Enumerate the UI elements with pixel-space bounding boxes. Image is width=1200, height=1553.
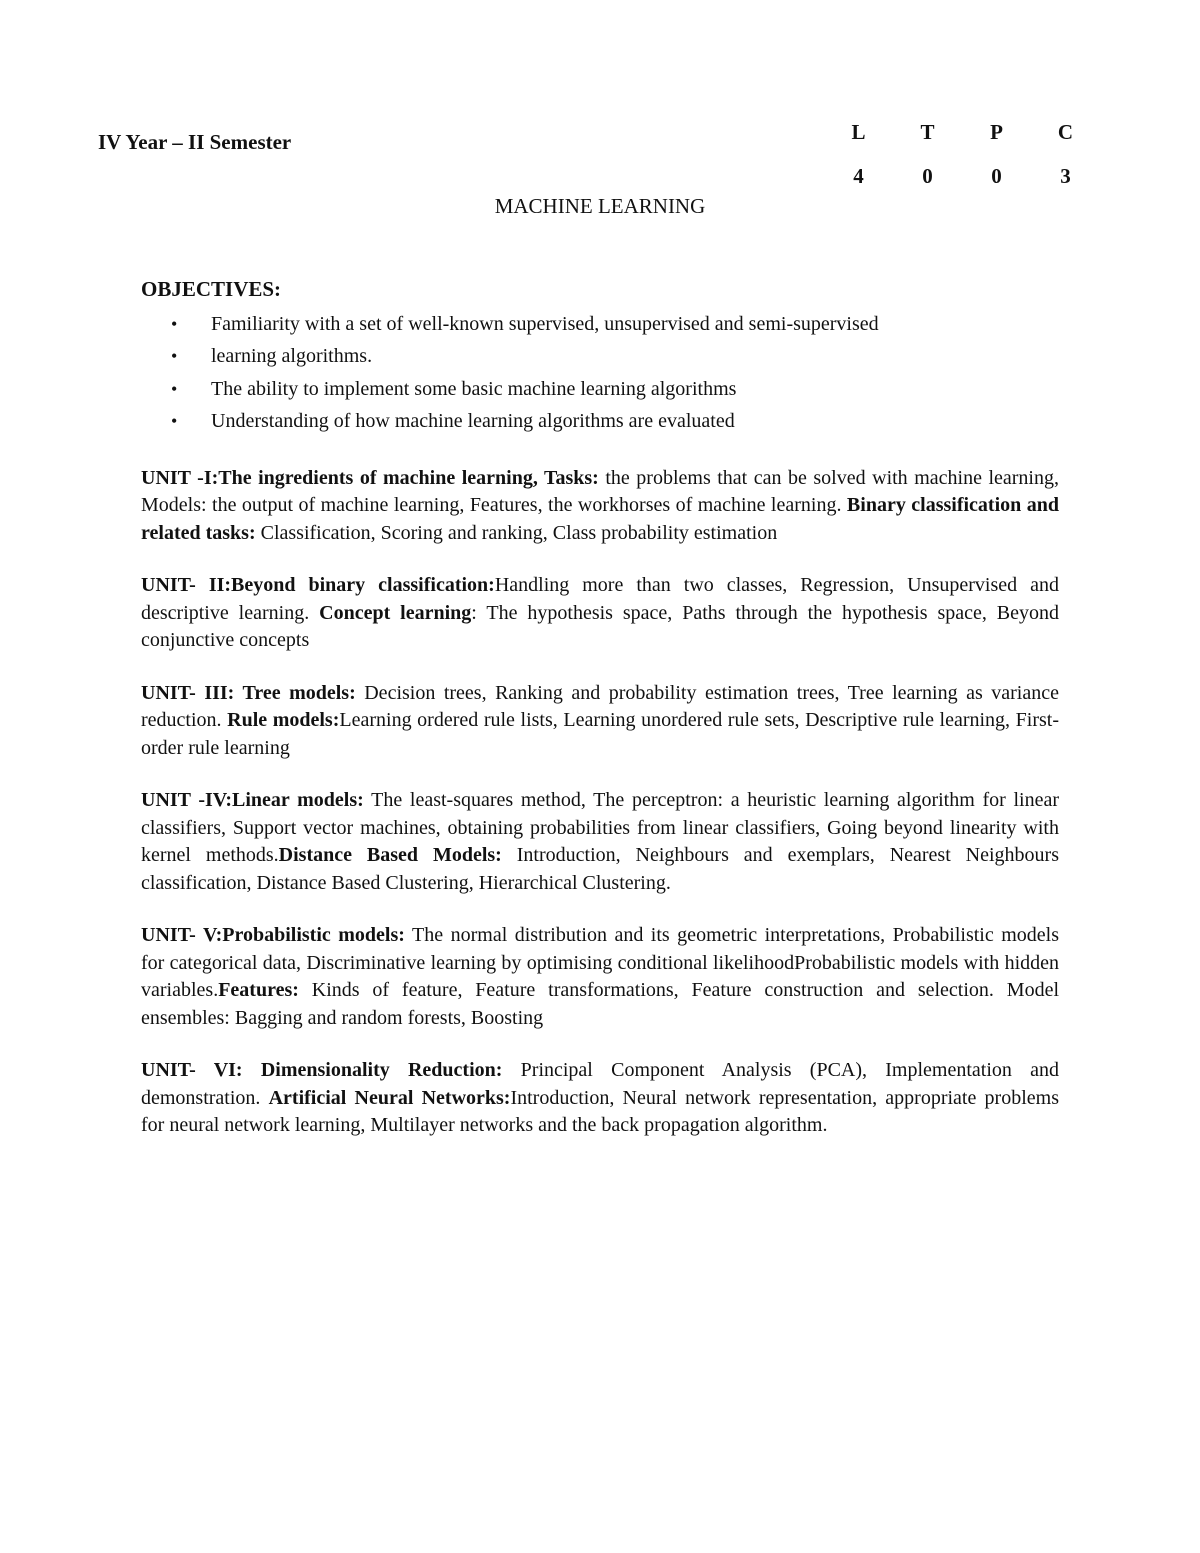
unit-4-title: UNIT -IV:Linear models: [141, 789, 364, 811]
ltpc-value-t: 0 [922, 163, 933, 188]
bullet-icon: • [171, 313, 178, 334]
ltpc-table [824, 110, 1100, 198]
ltpc-header-t: T [920, 119, 935, 144]
ltpc-value-c: 3 [1060, 163, 1071, 188]
unit-3 [141, 680, 1059, 763]
unit-4-subtitle: Distance Based Models: [278, 844, 502, 866]
objective-item [141, 373, 1059, 406]
objective-item [141, 308, 1059, 341]
objectives-list [141, 308, 1059, 438]
unit-6-text-b: Introduction, Neural network representation, appropriate problems for neural network learning, Multilayer networks and the back propagation algorithm. [141, 1086, 1059, 1136]
unit-5 [141, 922, 1059, 1032]
unit-1-title: UNIT -I:The ingredients of machine learning, Tasks: [141, 466, 599, 489]
unit-3-subtitle: Rule models: [227, 709, 340, 731]
unit-4 [141, 787, 1059, 897]
unit-3-text-b: Learning ordered rule lists, Learning unordered rule sets, Descriptive rule learning, First-order rule learning [141, 709, 1059, 759]
ltpc-value-row [824, 154, 1100, 198]
objective-text: learning algorithms. [211, 345, 373, 367]
unit-5-text-a: The normal distribution and its geometric interpretations, Probabilistic models for categorical data, Discriminative learning by optimising conditional likelihoodProbabilistic models with hidden variables. [141, 924, 1059, 1001]
unit-5-text-b: Kinds of feature, Feature transformations, Feature construction and selection. Model ensembles: Bagging and random forests, Boosting [141, 979, 1059, 1029]
bullet-icon: • [171, 346, 178, 366]
objective-item [141, 340, 1059, 373]
unit-1 [141, 465, 1059, 548]
unit-2 [141, 572, 1059, 655]
unit-2-text-b: : The hypothesis space, Paths through the hypothesis space, Beyond conjunctive concepts [141, 601, 1059, 651]
objective-text: Familiarity with a set of well-known supervised, unsupervised and semi-supervised [211, 312, 879, 335]
objective-text: The ability to implement some basic machine learning algorithms [211, 377, 737, 400]
unit-2-text-a: Handling more than two classes, Regression, Unsupervised and descriptive learning. [141, 574, 1059, 624]
ltpc-header-p: P [990, 119, 1003, 144]
ltpc-header-row [824, 110, 1100, 154]
unit-3-text-a: Decision trees, Ranking and probability estimation trees, Tree learning as variance reduction. [141, 681, 1059, 731]
unit-1-text-b: Classification, Scoring and ranking, Class probability estimation [255, 521, 778, 544]
unit-6-subtitle: Artificial Neural Networks: [268, 1086, 511, 1109]
unit-6-text-a: Principal Component Analysis (PCA), Implementation and demonstration. [141, 1059, 1060, 1109]
objective-text: Understanding of how machine learning algorithms are evaluated [211, 410, 735, 432]
unit-2-title: UNIT- II:Beyond binary classification: [141, 574, 495, 596]
objective-item [141, 405, 1059, 438]
unit-5-subtitle: Features: [218, 979, 299, 1001]
objectives-heading: OBJECTIVES: [141, 277, 282, 301]
bullet-icon: • [171, 378, 178, 399]
unit-4-text-b: Introduction, Neighbours and exemplars, Nearest Neighbours classification, Distance Based Clustering, Hierarchical Clustering. [141, 844, 1060, 894]
unit-6 [141, 1057, 1059, 1140]
ltpc-value-l: 4 [853, 163, 864, 188]
ltpc-header-l: L [851, 119, 866, 144]
unit-4-text-a: The least-squares method, The perceptron: a heuristic learning algorithm for linear classifiers, Support vector machines, obtaining probabilities from linear classifiers, Going beyond linearity with kernel methods. [141, 789, 1059, 866]
ltpc-header-c: C [1057, 119, 1074, 144]
semester-label: IV Year – II Semester [98, 130, 292, 154]
unit-1-text-a: the problems that can be solved with machine learning, Models: the output of machine learning, Features, the workhorses of machine learning. [141, 466, 1059, 516]
unit-2-subtitle: Concept learning [319, 601, 472, 624]
unit-1-subtitle: Binary classification and related tasks: [141, 494, 1059, 544]
unit-5-title: UNIT- V:Probabilistic models: [141, 924, 405, 946]
bullet-icon: • [171, 411, 178, 431]
unit-3-title: UNIT- III: Tree models: [141, 681, 356, 704]
ltpc-value-p: 0 [991, 163, 1002, 188]
course-title: MACHINE LEARNING [494, 194, 706, 218]
syllabus-content [141, 276, 1059, 1140]
unit-6-title: UNIT- VI: Dimensionality Reduction: [141, 1059, 503, 1081]
